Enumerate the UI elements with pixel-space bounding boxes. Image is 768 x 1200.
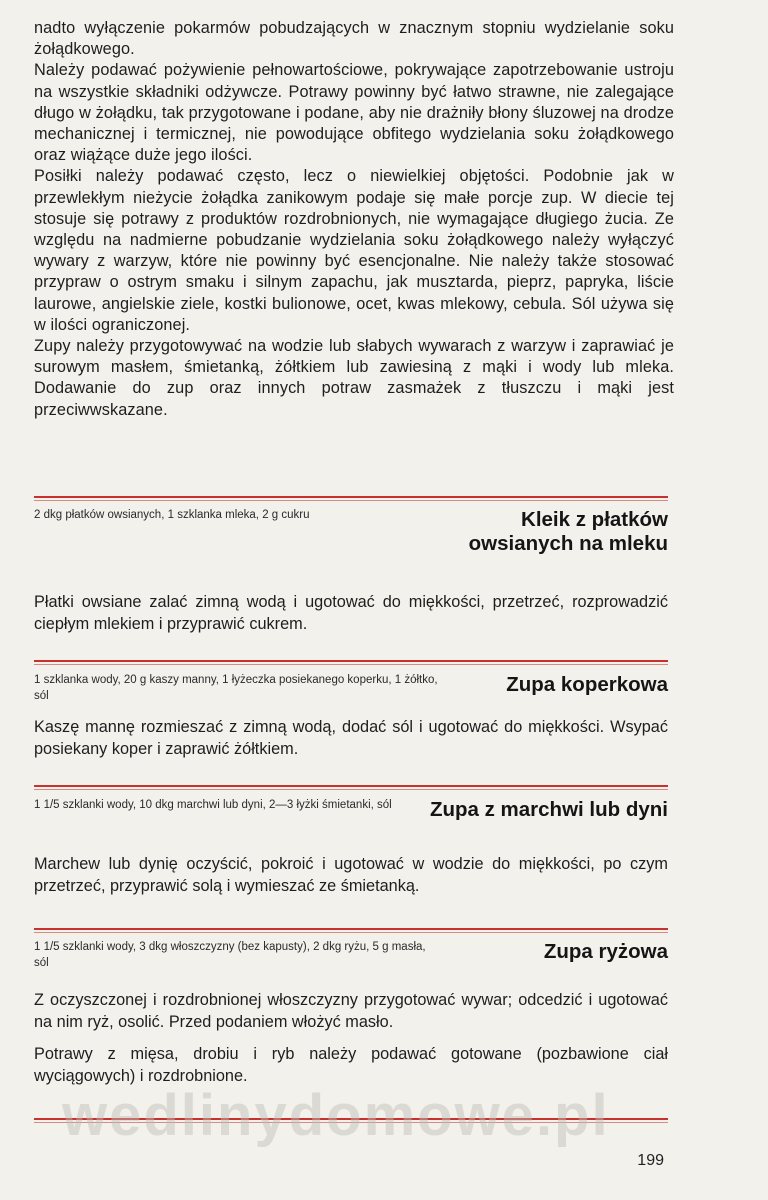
watermark: wedlinydomowe.pl [62, 1083, 610, 1148]
intro-paragraph: Zupy należy przygotowywać na wodzie lub słabych wywarach z warzyw i zaprawiać je surowym masłem, śmietanką, żółtkiem lub zawiesiną z mąki i wody lub mleka. Dodawanie do zup oraz innych potraw zasmażek z tłuszczu i mąki jest przeciwwskazane. [34, 337, 674, 419]
recipe-ingredients: 1 1/5 szklanki wody, 3 dkg włoszczyzny (bez kapusty), 2 dkg ryżu, 5 g masła, sól [34, 941, 426, 969]
recipe-title: Zupa z marchwi lub dyni [429, 798, 668, 821]
recipe-instructions [34, 854, 668, 908]
intro-text [34, 18, 674, 421]
intro-paragraph: nadto wyłączenie pokarmów pobudzających w znacznym stopniu wydzielanie soku żołądkowego. [34, 19, 674, 59]
recipe-paragraph: Potrawy z mięsa, drobiu i ryb należy podawać gotowane (pozbawione ciał wyciągowych) i rozdrobnione. [34, 1045, 668, 1085]
recipe-ingredients: 2 dkg płatków owsianych, 1 szklanka mleka, 2 g cukru [34, 509, 310, 521]
recipe-paragraph: Kaszę mannę rozmieszać z zimną wodą, dodać sól i ugotować do miękkości. Wsypać posiekany koper i zaprawić żółtkiem. [34, 718, 668, 758]
recipe-paragraph: Płatki owsiane zalać zimną wodą i ugotować do miękkości, przetrzeć, rozprowadzić ciepłym mlekiem i przyprawić cukrem. [34, 593, 668, 633]
recipe-instructions [34, 717, 668, 771]
recipe-title: Kleik z płatków owsianych na mleku [468, 508, 668, 555]
recipe-ingredients: 1 szklanka wody, 20 g kaszy manny, 1 łyżeczka posiekanego koperku, 1 żółtko, sól [34, 674, 438, 702]
recipe-paragraph: Marchew lub dynię oczyścić, pokroić i ugotować w wodzie do miękkości, po czym przetrzeć, przyprawić solą i wymieszać ze śmietanką. [34, 855, 668, 895]
page-number: 199 [637, 1152, 664, 1169]
recipe-instructions [34, 592, 668, 646]
recipe-paragraph: Z oczyszczonej i rozdrobnionej włoszczyzny przygotować wywar; odcedzić i ugotować na nim ryż, osolić. Przed podaniem włożyć masło. [34, 991, 668, 1031]
recipe-ingredients: 1 1/5 szklanki wody, 10 dkg marchwi lub dyni, 2—3 łyżki śmietanki, sól [34, 799, 392, 811]
recipe-title: Zupa koperkowa [506, 673, 668, 696]
intro-paragraph: Należy podawać pożywienie pełnowartościowe, pokrywające zapotrzebowanie ustroju na wszystkie składniki odżywcze. Potrawy powinny być łatwo strawne, nie zalegające długo w żołądku, tak przygotowane i podane, aby nie drażniły błony śluzowej na drodze mechanicznej i termicznej, nie powodujące obfitego wydzielania soku żołądkowego oraz wiążące duże jego ilości. [34, 61, 674, 165]
recipe-title: Zupa ryżowa [543, 940, 668, 963]
intro-paragraph: Posiłki należy podawać często, lecz o niewielkiej objętości. Podobnie jak w przewlekłym nieżycie żołądka zanikowym podaje się małe porcje zup. W diecie tej stosuje się potrawy z produktów rozdrobnionych, nie wymagające długiego żucia. Ze względu na nadmierne pobudzanie wydzielania soku żołądkowego należy wyłączyć wywary z warzyw, które nie powinny być esencjonalne. Nie należy także stosować przypraw o ostrym smaku i silnym zapachu, jak musztarda, pieprz, papryka, liście laurowe, angielskie ziele, kostki bulionowe, ocet, kwas mlekowy, cebula. Sól używa się w ilości ograniczonej. [34, 167, 674, 334]
